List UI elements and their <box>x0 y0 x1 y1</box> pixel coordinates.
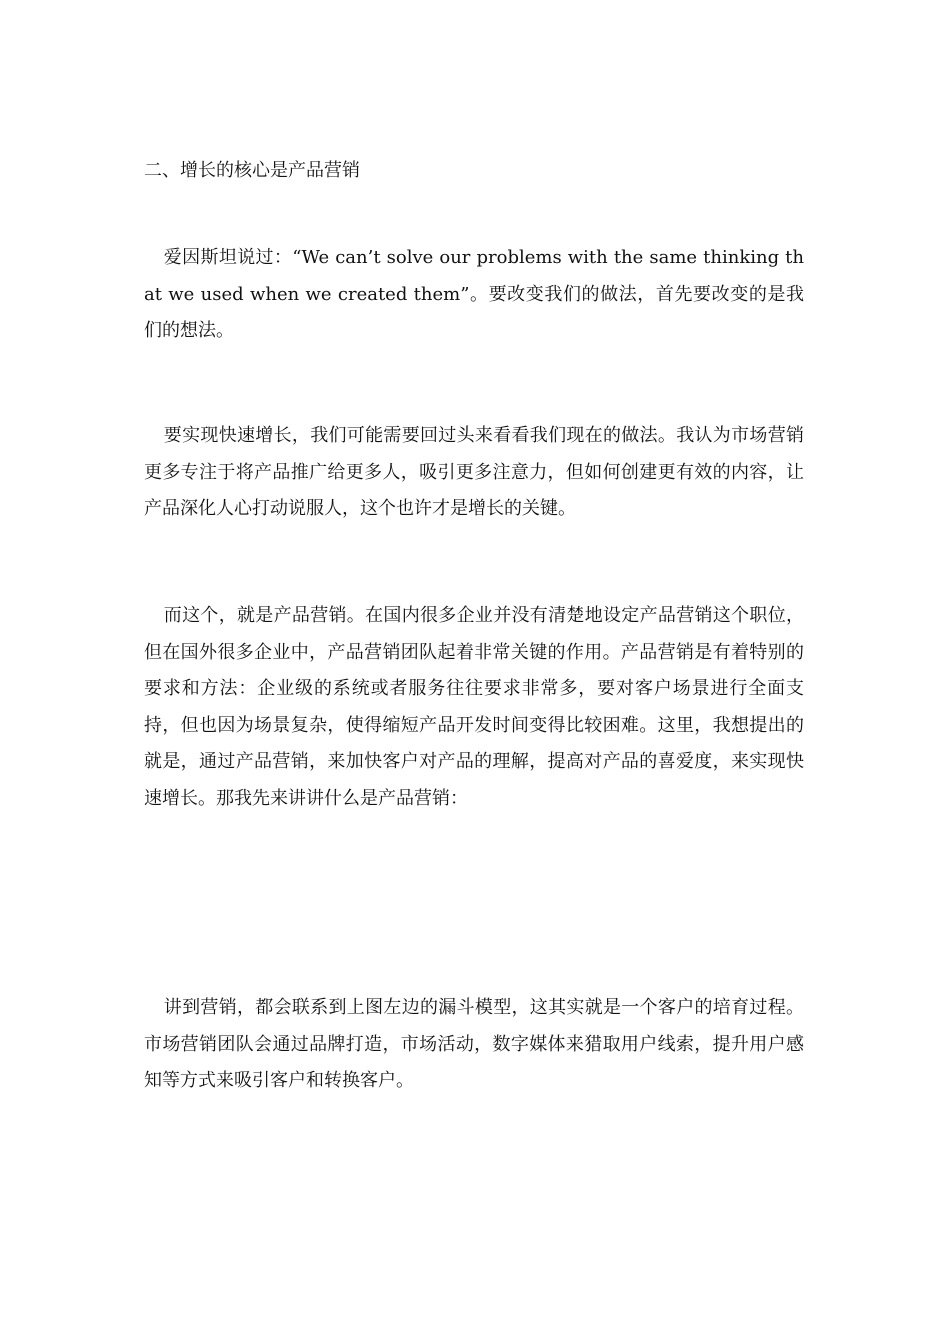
section-heading: 二、增长的核心是产品营销 <box>144 160 360 181</box>
paragraph-einstein-quote: 爱因斯坦说过：“We can’t solve our problems with the same thinking that we used when we created them”。要改变我们的做法，首先要改变的是我们的想法。 <box>144 247 804 341</box>
paragraph-funnel-model: 讲到营销，都会联系到上图左边的漏斗模型，这其实就是一个客户的培育过程。市场营销团队会通过品牌打造，市场活动，数字媒体来猎取用户线索，提升用户感知等方式来吸引客户和转换客户。 <box>144 997 804 1091</box>
paragraph-fast-growth: 要实现快速增长，我们可能需要回过头来看看我们现在的做法。我认为市场营销更多专注于将产品推广给更多人，吸引更多注意力，但如何创建更有效的内容，让产品深化人心打动说服人，这个也许才是增长的关键。 <box>144 425 804 519</box>
paragraph-product-marketing: 而这个，就是产品营销。在国内很多企业并没有清楚地设定产品营销这个职位，但在国外很多企业中，产品营销团队起着非常关键的作用。产品营销是有着特别的要求和方法：企业级的系统或者服务往往要求非常多，要对客户场景进行全面支持，但也因为场景复杂，使得缩短产品开发时间变得比较困难。这里，我想提出的就是，通过产品营销，来加快客户对产品的理解，提高对产品的喜爱度，来实现快速增长。那我先来讲讲什么是产品营销： <box>144 605 804 809</box>
